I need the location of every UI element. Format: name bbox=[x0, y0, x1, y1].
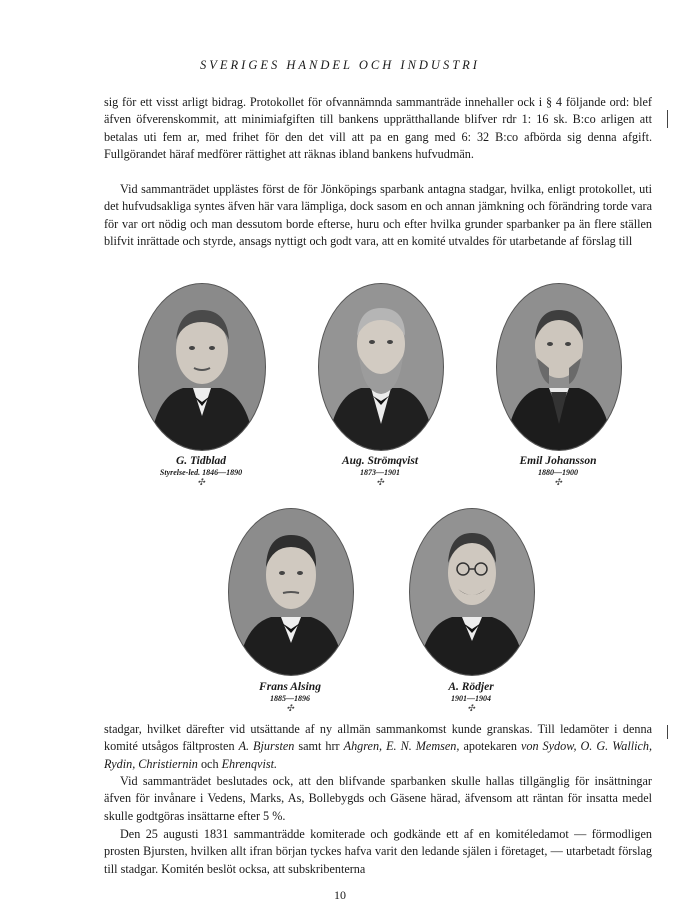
names-ahgren-memsen: Ahgren, E. N. Memsen, bbox=[343, 739, 460, 754]
margin-rule bbox=[667, 725, 668, 739]
name-ehrenqvist: Ehrenqvist. bbox=[221, 756, 278, 771]
paragraph-2: Vid sammanträdet upplästes först de för Jönköpings sparbank antagna stadgar, hvilka, enligt protokollet, uti det hufvudsakliga syntes äfven här vara lämpliga, dock sasom en och annan jämkning och förändring torde vara för var ort nödig och man dessutom borde efterse, huru och efter hvilka grunder sparbanker pa än flere ställen blifvit inrättade och styrde, ansags nyttigt och godt vara, att en komité utvaldes för utarbetande af förslag till bbox=[104, 182, 652, 249]
portrait-tidblad-figure bbox=[139, 284, 265, 450]
ornament-icon: ✣ bbox=[197, 477, 205, 487]
portrait-dates: 1901—1904 bbox=[451, 694, 491, 703]
ornament-icon: ✣ bbox=[286, 703, 294, 713]
ornament-icon: ✣ bbox=[467, 703, 475, 713]
portrait-rodjer-figure bbox=[410, 509, 534, 675]
names-sydow-wallich: von Sydow, O. G. Wallich, Rydin, Christiernin bbox=[104, 739, 653, 771]
portrait-alsing bbox=[228, 508, 354, 676]
portrait-name: Emil Johansson bbox=[519, 455, 597, 467]
portrait-johansson bbox=[496, 283, 622, 451]
portrait-stromqvist bbox=[318, 283, 444, 451]
portrait-name: A. Rödjer bbox=[448, 681, 494, 693]
caption-rodjer bbox=[396, 681, 546, 714]
caption-alsing bbox=[215, 681, 365, 714]
p3-text-d: och bbox=[200, 756, 219, 771]
p3-text-a: stadgar, hvilket därefter vid utsättande af ny allmän sammankomst kunde granskas. Till ledamöter i denna komité utsågos fältprosten bbox=[104, 722, 652, 754]
caption-tidblad bbox=[126, 455, 276, 488]
paragraph-3 bbox=[104, 721, 652, 773]
portrait-tidblad bbox=[138, 283, 266, 451]
portrait-alsing-figure bbox=[229, 509, 353, 675]
portrait-dates: 1880—1900 bbox=[538, 468, 578, 477]
margin-rule bbox=[667, 110, 668, 128]
portrait-stromqvist-figure bbox=[319, 284, 443, 450]
portrait-name: G. Tidblad bbox=[175, 455, 227, 467]
p3-text-b: samt hrr bbox=[298, 739, 340, 754]
running-header: SVERIGES HANDEL OCH INDUSTRI bbox=[200, 58, 480, 72]
portrait-rodjer bbox=[409, 508, 535, 676]
ornament-icon: ✣ bbox=[376, 477, 384, 487]
portrait-dates: 1885—1896 bbox=[270, 694, 310, 703]
paragraph-5: Den 25 augusti 1831 sammanträdde komiterade och godkände ett af en komitéledamot — förmodligen prosten Bjursten, hvilken allt ifran början tyckes hafva varit den ledande själen i företaget, — utarbetadt förslag till stadgar. Komitén beslöt ocksa, att subskribenterna bbox=[104, 827, 652, 876]
portrait-name: Frans Alsing bbox=[259, 681, 321, 693]
name-bjursten: A. Bjursten bbox=[238, 739, 295, 754]
portrait-dates: 1873—1901 bbox=[360, 468, 400, 477]
caption-johansson bbox=[483, 455, 633, 488]
portrait-johansson-figure bbox=[497, 284, 621, 450]
paragraph-1: sig för ett visst arligt bidrag. Protokollet för ofvannämnda sammanträde innehaller ock i § 4 följande ord: blef äfven öfverenskommit, att minimiafgiften till bankens upprätthallande blifver rdr 1: 16 sk. B:co arligen att betalas uti fem ar, med frihet för den det vill att pa en gang med 6: 32 B:co afbörda sig denna afgift. Fullgörandet häraf medförer rättighet att räknas ibland bankens hufvudmän. bbox=[104, 95, 652, 162]
portrait-dates: Styrelse-led. 1846—1890 bbox=[159, 468, 243, 477]
p3-text-c: apotekaren bbox=[463, 739, 517, 754]
paragraph-4: Vid sammanträdet beslutades ock, att den blifvande sparbanken skulle hallas tillgänglig för insättningar äfven för invånare i Vedens, Marks, As, Bollebygds och Gäsene härad, äfvensom att räntan för insatta medel skulle godtgöras insättarne efter 5 %. bbox=[104, 774, 652, 823]
page-number: 10 bbox=[334, 888, 346, 902]
ornament-icon: ✣ bbox=[554, 477, 562, 487]
caption-stromqvist bbox=[305, 455, 455, 488]
portrait-name: Aug. Strömqvist bbox=[341, 455, 419, 467]
